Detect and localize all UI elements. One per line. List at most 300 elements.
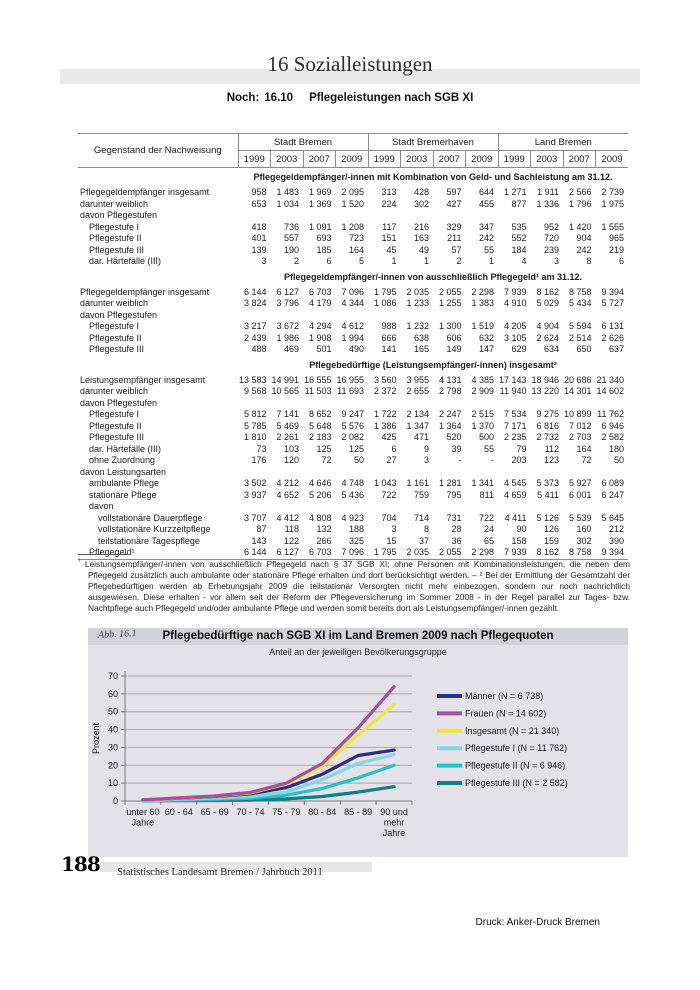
value-cell: 120 (283, 455, 299, 465)
value-cell: 6 703 (308, 547, 332, 557)
value-cell: 126 (543, 524, 559, 534)
value-cell: 159 (543, 535, 559, 546)
value-cell: 428 (413, 187, 429, 197)
caption-noch: Noch: (226, 92, 260, 104)
row-label: Leistungsempfänger insgesamt (80, 374, 206, 385)
value-cell: 24 (483, 524, 494, 534)
value-cell: 266 (316, 535, 332, 546)
x-tick-label: unter 60 (126, 807, 160, 817)
chart-subtitle: Anteil an der jeweiligen Bevölkerungsgruppe (269, 647, 447, 657)
value-cell: 1 091 (308, 221, 332, 232)
value-cell: 151 (381, 233, 397, 243)
value-cell: 37 (418, 535, 429, 546)
value-cell: 1 232 (406, 321, 429, 331)
table-row (78, 310, 628, 322)
value-cell: 122 (283, 535, 299, 546)
column-group-header: Stadt Bremerhaven (368, 134, 498, 151)
row-label: Pflegestufe I (89, 409, 140, 419)
x-tick-label: 75 - 79 (272, 807, 301, 817)
value-cell: 1 208 (341, 221, 364, 232)
value-cell: 520 (446, 432, 462, 442)
value-cell: 2 298 (471, 547, 494, 557)
table-row (78, 287, 628, 299)
value-cell: 965 (608, 233, 624, 243)
row-label: vollstationäre Kurzzeitpflege (98, 524, 211, 534)
value-cell: 5 469 (276, 420, 299, 431)
value-cell: 1 908 (308, 332, 332, 343)
value-cell: 4 659 (503, 489, 527, 500)
footnote-text: Leistungsempfänger/-innen von ausschließlich Pflegegeld nach § 37 SGB XI; ohne Personen mit Kombinationsleistungen, die neben dem Pflegegeld zusätzlich auch ambulante oder stationäre Pflege erhalten und dort berücksichtigt werden. – ² Bei der Ermittlung der Gesamtzahl der Pflegebedürftigen werden ab Erhebungsjahr 2009 die teilstationär Versorgten nicht mehr einbezogen, sondern nur noch nachrichtlich ausgewiesen. Diese erhalten - vor allem seit der Reform der Pflegeversicherung im Sommer 2008 - in der Regel parallel zur Tages- bzw. Nachtpflege auch Pflegegeld und/oder ambulante Pflege und werden somit bereits dort als Leistungsempfänger/-innen gezählt. (84, 558, 630, 614)
value-cell: 5 206 (308, 489, 332, 500)
x-tick-label: 90 und (380, 807, 408, 817)
value-cell: 347 (478, 221, 494, 232)
value-cell: 57 (451, 244, 462, 255)
value-cell: 4 212 (276, 478, 299, 488)
value-cell: 4 411 (504, 512, 527, 523)
value-cell: 401 (251, 233, 267, 243)
value-cell: 5 373 (536, 478, 559, 488)
value-cell: 501 (316, 344, 332, 354)
value-cell: 5 812 (243, 409, 267, 419)
print-note: Druck: Anker-Druck Bremen (475, 917, 600, 928)
value-cell: 1 034 (276, 198, 299, 209)
y-tick-label: 10 (107, 778, 118, 789)
value-cell: 3 105 (503, 332, 527, 343)
value-cell: - (491, 455, 494, 465)
value-cell: 1 975 (601, 198, 624, 209)
value-cell: 6 (326, 256, 332, 266)
value-cell: 188 (348, 524, 364, 534)
value-cell: 18 946 (531, 374, 559, 385)
value-cell: 469 (283, 344, 299, 354)
value-cell: 6 946 (601, 420, 624, 431)
value-cell: 184 (511, 244, 527, 255)
value-cell: 722 (478, 512, 494, 523)
value-cell: 242 (478, 233, 494, 243)
table-body (78, 168, 628, 560)
value-cell: 21 340 (596, 374, 624, 385)
value-cell: 4 344 (341, 298, 364, 308)
value-cell: 4 412 (276, 512, 299, 523)
value-cell: 9 247 (341, 409, 364, 419)
value-cell: 2 798 (438, 386, 462, 396)
value-cell: 2 095 (341, 187, 364, 197)
value-cell: 2 055 (438, 286, 462, 297)
value-cell: 11 503 (304, 386, 332, 396)
value-cell: 704 (381, 512, 397, 523)
value-cell: 1 420 (568, 221, 592, 232)
value-cell: 6 131 (601, 321, 624, 331)
value-cell: 7 534 (503, 409, 527, 419)
value-cell: 216 (413, 221, 429, 232)
value-cell: 5 927 (568, 478, 592, 488)
value-cell: 7 141 (276, 409, 299, 419)
table-row (78, 444, 628, 456)
value-cell: 4 808 (308, 512, 332, 523)
value-cell: 471 (413, 432, 429, 442)
value-cell: 2 703 (568, 432, 592, 442)
value-cell: 629 (511, 344, 527, 354)
y-tick-label: 60 (107, 688, 118, 699)
value-cell: 3 796 (276, 298, 299, 308)
footnote-rule (78, 554, 128, 555)
value-cell: 6 703 (308, 286, 332, 297)
value-cell: 180 (608, 443, 624, 454)
value-cell: 1 483 (276, 187, 299, 197)
value-cell: 8 758 (568, 286, 592, 297)
year-header: 2009 (336, 151, 369, 168)
value-cell: 9 (423, 443, 429, 454)
value-cell: 552 (511, 233, 527, 243)
year-header: 2003 (531, 151, 564, 168)
row-label: ohne Zuordnung (89, 455, 156, 465)
value-cell: 988 (381, 321, 397, 331)
value-cell: 693 (316, 233, 332, 243)
value-cell: 7 096 (341, 286, 364, 297)
value-cell: 14 602 (596, 386, 624, 396)
row-label: davon Leistungsarten (80, 466, 167, 477)
value-cell: 4 904 (536, 321, 559, 331)
value-cell: 8 162 (536, 286, 559, 297)
value-cell: 20 686 (563, 374, 592, 385)
statistics-table (78, 133, 628, 560)
value-cell: 4 923 (341, 512, 364, 523)
value-cell: 103 (283, 443, 299, 454)
value-cell: 638 (413, 332, 429, 343)
value-cell: 132 (316, 524, 332, 534)
column-group-header: Land Bremen (498, 134, 628, 151)
value-cell: 1 520 (341, 198, 364, 209)
value-cell: 8 162 (536, 547, 559, 557)
value-cell: 6 127 (276, 286, 299, 297)
row-label: Pflegestufe I (89, 221, 140, 232)
value-cell: 90 (516, 524, 527, 534)
value-cell: 5 576 (341, 420, 364, 431)
value-cell: 5 648 (308, 420, 332, 431)
x-tick-label: 70 - 74 (236, 807, 265, 817)
value-cell: 1 255 (438, 298, 462, 308)
value-cell: 87 (256, 524, 267, 534)
value-cell: 9 394 (601, 286, 624, 297)
value-cell: 5 411 (537, 489, 559, 500)
x-tick-label: 60 - 64 (164, 807, 193, 817)
value-cell: 723 (348, 233, 364, 243)
value-cell: 79 (516, 443, 527, 454)
value-cell: 313 (381, 187, 397, 197)
value-cell: 141 (381, 344, 397, 354)
value-cell: 2 082 (341, 432, 364, 442)
row-label: Pflegegeld¹ (89, 547, 135, 557)
table-row (78, 386, 628, 398)
value-cell: 720 (543, 233, 559, 243)
x-tick-label: mehr (383, 817, 405, 828)
value-cell: 1 555 (601, 221, 624, 232)
value-cell: 1 519 (471, 321, 494, 331)
row-label: davon Pflegestufen (80, 397, 158, 408)
value-cell: 1 386 (373, 420, 397, 431)
value-cell: 3 707 (243, 512, 267, 523)
section-header: Pflegegeldempfänger/-innen mit Kombination von Geld- und Sachleistung am 31.12. (253, 172, 613, 182)
value-cell: 5 029 (536, 298, 559, 308)
value-cell: 1 (488, 256, 494, 266)
value-cell: 6 144 (243, 286, 267, 297)
figure-label: Abb. 16.1 (97, 627, 137, 642)
value-cell: 36 (451, 535, 462, 546)
value-cell: 14 991 (271, 374, 299, 385)
footnote-marker: ¹ (78, 558, 81, 565)
row-label (78, 268, 238, 287)
table-row (78, 245, 628, 257)
value-cell: 1 722 (373, 409, 397, 419)
value-cell: 7 171 (503, 420, 527, 431)
value-cell: 9 568 (243, 386, 267, 396)
y-tick-label: 70 (107, 671, 118, 681)
legend-label: Insgesamt (N = 21 340) (465, 725, 560, 736)
value-cell: 5 539 (568, 512, 592, 523)
value-cell: 147 (478, 344, 494, 354)
value-cell: 666 (381, 332, 397, 343)
value-cell: 2 372 (373, 386, 397, 396)
value-cell: 165 (413, 344, 429, 354)
section-header: Pflegegeldempfänger/-innen von ausschließlich Pflegegeld¹ am 31.12. (283, 271, 583, 282)
value-cell: 1 795 (373, 547, 397, 557)
value-cell: 6 089 (601, 478, 624, 488)
row-label: dar. Härtefälle (III) (89, 443, 162, 454)
value-cell: 11 762 (597, 409, 624, 419)
value-cell: 722 (381, 489, 397, 500)
value-cell: 904 (576, 233, 592, 243)
row-label: Pflegestufe III (89, 344, 145, 354)
value-cell (238, 210, 628, 222)
x-tick-label: Jahre (382, 828, 406, 838)
value-cell: 488 (251, 344, 267, 354)
value-cell: 219 (608, 244, 624, 255)
value-cell: 5 436 (341, 489, 364, 500)
value-cell: 597 (446, 187, 462, 197)
value-cell: 3 502 (243, 478, 267, 488)
table-header-row (78, 134, 628, 151)
value-cell: 811 (479, 489, 494, 500)
row-label: Pflegestufe III (89, 244, 145, 255)
value-cell (238, 310, 628, 322)
value-cell: 2 514 (568, 332, 592, 343)
value-cell: 4 131 (438, 374, 462, 385)
table-row (78, 501, 628, 513)
value-cell: 952 (543, 221, 559, 232)
row-label: teilstationäre Tagespflege (98, 535, 200, 546)
value-cell: 1 795 (373, 286, 397, 297)
section-row (78, 356, 628, 375)
table-row (78, 233, 628, 245)
value-cell: 2 247 (438, 409, 462, 419)
value-cell: 2 261 (276, 432, 299, 442)
value-cell: 55 (483, 443, 494, 454)
value-cell: 490 (348, 344, 364, 354)
value-cell: 425 (381, 432, 397, 442)
value-cell: 3 (261, 256, 267, 266)
value-cell: 10 565 (271, 386, 299, 396)
value-cell: 2 439 (243, 332, 267, 343)
x-tick-label: 80 - 84 (308, 807, 337, 817)
row-label: davon (89, 501, 114, 511)
value-cell: 6 144 (243, 547, 267, 557)
value-cell: 14 301 (563, 386, 592, 396)
value-cell: 1 233 (406, 298, 429, 308)
value-cell: 1 969 (308, 187, 332, 197)
value-cell: 325 (348, 535, 364, 546)
value-cell: 17 143 (498, 374, 527, 385)
value-cell: 3 (423, 455, 429, 465)
y-tick-label: 30 (107, 742, 118, 753)
value-cell: 4 294 (308, 321, 332, 331)
row-label: stationäre Pflege (89, 489, 157, 500)
row-label: Pflegegeldempfänger insgesamt (80, 187, 210, 197)
value-cell: 455 (478, 198, 494, 209)
value-cell: 2 655 (406, 386, 429, 396)
value-cell: 7 012 (568, 420, 592, 431)
x-tick-label: 85 - 89 (344, 807, 373, 817)
value-cell: 164 (348, 244, 364, 255)
row-label: Pflegestufe II (89, 332, 142, 343)
value-cell: 8 652 (308, 409, 332, 419)
value-cell: 4 652 (276, 489, 299, 500)
value-cell: 112 (544, 443, 559, 454)
value-cell: 637 (608, 344, 624, 354)
value-cell: 123 (543, 455, 559, 465)
value-cell (238, 467, 628, 479)
value-cell: 2 298 (471, 286, 494, 297)
value-cell: 6 247 (601, 489, 624, 500)
value-cell: 1 986 (276, 332, 299, 343)
value-cell: 164 (576, 443, 592, 454)
value-cell: 8 (423, 524, 429, 534)
value-cell: 5 785 (243, 420, 267, 431)
value-cell: 1 911 (537, 187, 559, 197)
value-cell: 644 (478, 187, 494, 197)
table-row (78, 333, 628, 345)
value-cell: 2 (293, 256, 299, 266)
table-row (78, 199, 628, 211)
value-cell: 3 (391, 524, 397, 534)
table-row (78, 421, 628, 433)
table-row (78, 432, 628, 444)
table-row (78, 398, 628, 410)
row-label: Pflegestufe III (89, 432, 145, 442)
table-head (78, 134, 628, 168)
value-cell: 11 693 (337, 386, 364, 396)
value-cell: 2 035 (406, 547, 429, 557)
value-cell: 2 739 (601, 187, 624, 197)
value-cell: 242 (576, 244, 592, 255)
value-cell: 176 (251, 455, 267, 465)
y-tick-label: 20 (107, 760, 118, 771)
table-row (78, 187, 628, 199)
value-cell: 5 126 (536, 512, 559, 523)
value-cell: 72 (321, 455, 332, 465)
value-cell: 158 (511, 535, 527, 546)
value-cell: 1 347 (406, 420, 429, 431)
value-cell: 2 624 (536, 332, 559, 343)
row-label: davon Pflegestufen (80, 210, 158, 220)
value-cell: 185 (316, 244, 332, 255)
value-cell: 125 (348, 443, 364, 454)
value-cell: 1 086 (373, 298, 397, 308)
value-cell: 143 (251, 535, 267, 546)
caption-text: Pflegeleistungen nach SGB XI (309, 92, 474, 104)
row-label: ambulante Pflege (89, 478, 160, 488)
value-cell: 6 (391, 443, 397, 454)
value-cell: 4 910 (503, 298, 527, 308)
value-cell: 1 383 (471, 298, 494, 308)
value-cell: 13 583 (238, 374, 267, 385)
table-row (78, 467, 628, 479)
value-cell: 2 035 (406, 286, 429, 297)
table-row (78, 375, 628, 387)
value-cell: 5 (358, 256, 364, 266)
chart-panel (88, 628, 628, 857)
section-header: Pflegebedürftige (Leistungsempfänger/-innen) insgesamt² (309, 359, 557, 370)
value-cell: 8 (586, 256, 592, 266)
table-row (78, 455, 628, 467)
value-cell: 1 369 (308, 198, 332, 209)
value-cell: 606 (446, 332, 462, 343)
year-header: 2009 (596, 151, 629, 168)
row-label: Pflegestufe I (89, 321, 140, 331)
value-cell: 3 217 (243, 321, 267, 331)
table-row (78, 298, 628, 310)
value-cell: 731 (446, 512, 462, 523)
value-cell: 5 727 (601, 298, 624, 308)
value-cell: 2 582 (601, 432, 624, 442)
value-cell: 2 515 (471, 409, 494, 419)
value-cell: 390 (608, 535, 624, 546)
value-cell: 239 (543, 244, 559, 255)
value-cell: 1 281 (438, 478, 462, 488)
table-caption (0, 92, 700, 104)
statistics-table-wrap (78, 133, 628, 560)
value-cell: 1 810 (243, 432, 267, 442)
value-cell: 2 626 (601, 332, 624, 343)
value-cell: 2 909 (471, 386, 494, 396)
value-cell: 6 816 (536, 420, 559, 431)
row-label: vollstationäre Dauerpflege (98, 512, 203, 523)
value-cell: 2 055 (438, 547, 462, 557)
value-cell: 118 (284, 524, 299, 534)
row-label: Pflegegeldempfänger insgesamt (80, 286, 210, 297)
value-cell: 117 (382, 221, 397, 232)
value-cell: 302 (576, 535, 592, 546)
row-label: Pflegestufe II (89, 233, 142, 243)
value-cell: 7 939 (503, 547, 527, 557)
value-cell: 190 (283, 244, 299, 255)
value-cell: 5 594 (568, 321, 592, 331)
value-cell: 9 394 (601, 547, 624, 557)
year-header: 2009 (466, 151, 499, 168)
value-cell: 3 672 (276, 321, 299, 331)
value-cell: 28 (451, 524, 462, 534)
legend-label: Frauen (N = 14 602) (465, 708, 547, 719)
value-cell: 1 370 (471, 420, 494, 431)
value-cell: 27 (386, 455, 397, 465)
value-cell: 139 (251, 244, 267, 255)
table-row (78, 210, 628, 222)
year-header: 1999 (498, 151, 531, 168)
value-cell: 1 161 (406, 478, 429, 488)
value-cell: 149 (446, 344, 462, 354)
table-row (78, 478, 628, 490)
value-cell: 427 (446, 198, 462, 209)
value-cell: 4 612 (341, 321, 364, 331)
